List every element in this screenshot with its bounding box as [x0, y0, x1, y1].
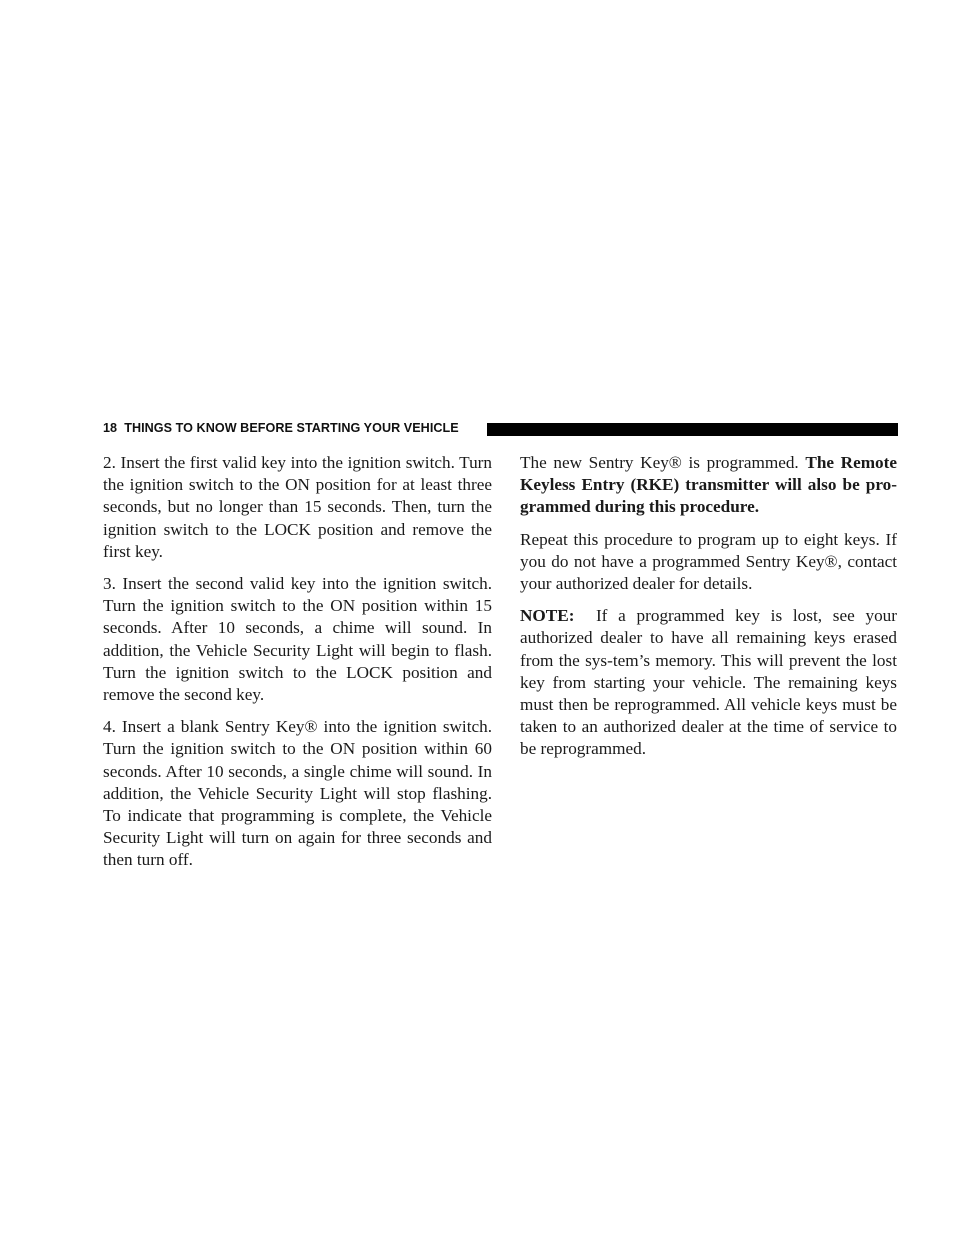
section-title: THINGS TO KNOW BEFORE STARTING YOUR VEHICLE [124, 421, 459, 435]
programmed-text: The new Sentry Key® is programmed. [520, 453, 799, 472]
page-number: 18 [103, 421, 118, 435]
rke-bold-text: The Remote Keyless Entry (RKE) transmitter will also be pro-grammed during this procedure. [520, 453, 897, 517]
page-header-text [103, 421, 459, 435]
step-2-paragraph: 2. Insert the first valid key into the ignition switch. Turn the ignition switch to the ON position for at least three seconds, but no longer than 15 seconds. Then, turn the ignition switch to the LOCK position and remove the first key. [103, 453, 492, 561]
note-text: If a programmed key is lost, see your authorized dealer to have all remaining keys erased from the sys-tem’s memory. This will prevent the lost key from starting your vehicle. The remaining keys must then be reprogrammed. All vehicle keys must be taken to an authorized dealer at the time of service to be reprogrammed. [520, 606, 897, 759]
header-rule [487, 423, 898, 436]
step-4-paragraph: 4. Insert a blank Sentry Key® into the ignition switch. Turn the ignition switch to the ON position within 60 seconds. After 10 seconds, a single chime will sound. In addition, the Vehicle Security Light will stop flashing. To indicate that programming is complete, the Vehicle Security Light will turn on again for three seconds and then turn off. [103, 717, 492, 870]
page-header [103, 419, 898, 439]
note-label: NOTE: [520, 606, 575, 626]
left-column [103, 452, 492, 872]
right-column [520, 452, 897, 761]
step-3-paragraph: 3. Insert the second valid key into the ignition switch. Turn the ignition switch to the ON position within 15 seconds. After 10 seconds, a chime will sound. In addition, the Vehicle Security Light will begin to flash. Turn the ignition switch to the LOCK position and remove the second key. [103, 574, 492, 705]
note-paragraph [520, 605, 897, 760]
programmed-paragraph [520, 452, 897, 519]
repeat-paragraph: Repeat this procedure to program up to eight keys. If you do not have a programmed Sentry Key®, contact your authorized dealer for details. [520, 529, 897, 594]
